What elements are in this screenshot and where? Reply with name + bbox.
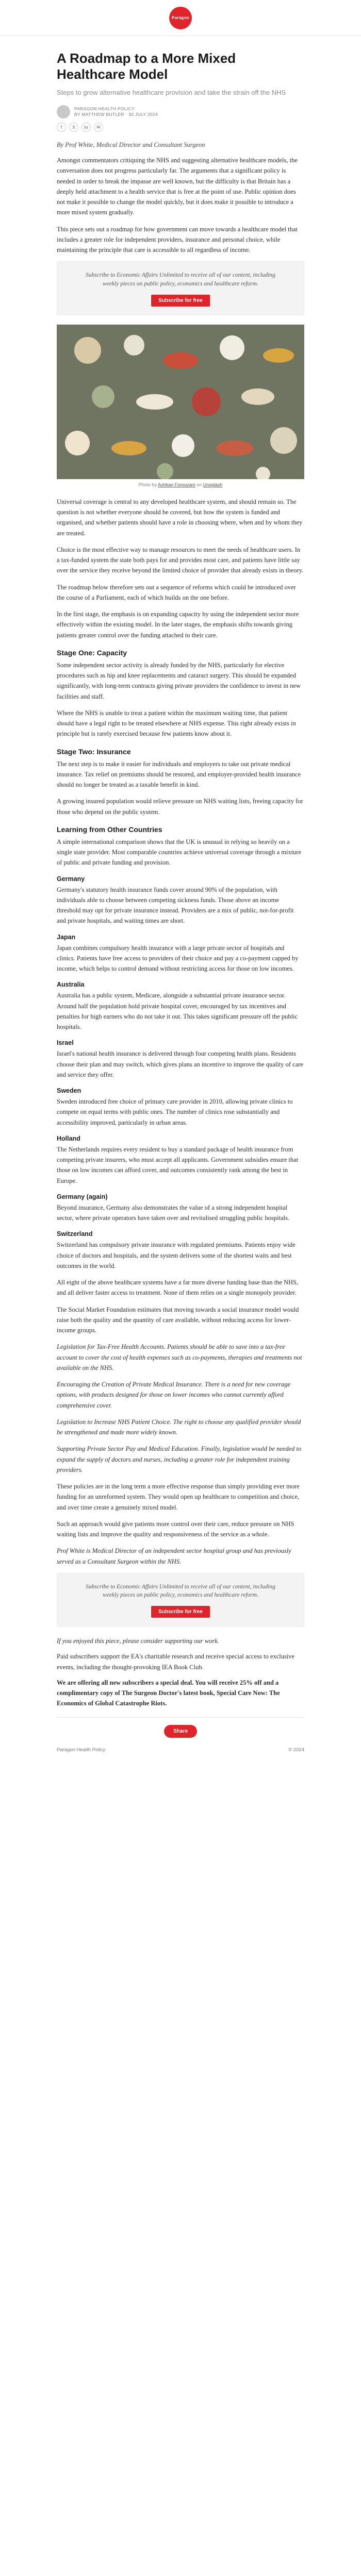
country-heading: Switzerland (57, 1230, 93, 1238)
pills-illustration (57, 325, 304, 479)
final-paragraph: These policies are in the long term a more effective response than simply providing ever more funding for an unreformed system. They would open up healthcare to competition and choice, and over time create a genuinely mixed model. (57, 1483, 300, 1511)
byline: By Prof White, Medical Director and Consultant Surgeon (57, 141, 205, 149)
body-paragraph: The roadmap below therefore sets out a sequence of reforms which could be introduced over the course of a Parliament, each of which builds on the one before. (57, 583, 296, 601)
country-paragraph: Beyond insurance, Germany also demonstrates the value of a strong independent hospital sector, where private operators have taken over and revitalised struggling public hospitals. (57, 1204, 290, 1222)
country-heading: Japan (57, 933, 76, 941)
proposal-title: Legislation to Increase NHS Patient Choice. (57, 1418, 172, 1426)
author-meta (74, 106, 158, 118)
proposal-text: Finally, legislation would be needed to expand the supply of doctors and nurses, including a greater role for independent training providers. (57, 1445, 302, 1473)
proposal-title: Encouraging the Creation of Private Medical Insurance. (57, 1381, 203, 1388)
country-heading: Germany (again) (57, 1193, 108, 1200)
x-share-icon[interactable]: X (69, 123, 78, 132)
body-paragraph: Universal coverage is central to any developed healthcare system, and should remain so. The question is not whether everyone should be covered, but how the system is funded and organised, and whether patients should have a role in choosing where, when and by whom they are treated. (57, 498, 303, 537)
country-heading: Australia (57, 981, 85, 989)
section-heading: Stage One: Capacity (57, 648, 127, 657)
share-button[interactable]: Share (164, 1725, 197, 1738)
closing-paragraph: All eight of the above healthcare systems have a far more diverse funding base than the NHS, and all deliver faster access to treatment. None of them relies on a single monopoly provider. (57, 1279, 299, 1297)
country-paragraph: Australia has a public system, Medicare, alongside a substantial private insurance sector. Around half the population hold private hospital cover, encouraged by tax incentives and penalties for high earners who do not take it out. This takes significant pressure off the public hospitals. (57, 992, 298, 1031)
subscribe-button[interactable]: Subscribe for free (151, 295, 210, 307)
country-paragraph: Sweden introduced free choice of primary care provider in 2010, allowing private clinics to compete on equal terms with public ones. The number of clinics rose substantially and accessibility improved, particularly in urban areas. (57, 1098, 293, 1126)
caption-author-link[interactable]: Ashkan Forouzani (158, 482, 195, 487)
proposal-item (57, 1417, 304, 1438)
closing-paragraph: The Social Market Foundation estimates that moving towards a social insurance model would raise both the quality and the quantity of care available, without reducing access for lower-income groups. (57, 1306, 299, 1334)
photo-caption (57, 482, 304, 487)
section-paragraph: The next step is to make it easier for individuals and employers to take out private medical insurance. Tax relief on premiums should be restored, and employer-provided health insurance should no longer be treated as a taxable benefit in kind. (57, 760, 301, 789)
logo-text: Paragon (171, 15, 190, 20)
footer-brand[interactable]: Paragon Health Policy (57, 1747, 105, 1753)
subscribe-box-top (57, 261, 304, 315)
countries-heading: Learning from Other Countries (57, 825, 162, 834)
subscribe-button[interactable]: Subscribe for free (151, 1606, 210, 1618)
country-paragraph: Switzerland has compulsory private insurance with regulated premiums. Patients enjoy wide choice of doctors and hospitals, and the system delivers some of the shortest waits and best outcomes in the world. (57, 1241, 296, 1269)
footer-copyright: © 2024 (288, 1747, 304, 1753)
article (57, 36, 304, 1773)
site-logo[interactable] (169, 7, 192, 29)
country-paragraph: Germany's statutory health insurance funds cover around 90% of the population, with individuals able to choose between competing sickness funds. Those above an income threshold may opt for private insurance instead. Providers are a mix of public, not-for-profit and private hospitals, and waiting times are short. (57, 886, 294, 925)
body-paragraph: Choice is the most effective way to manage resources to meet the needs of healthcare users. In a tax-funded system the state both pays for and provides most care, and patients have little say over the service they receive beyond the limited choice of provider that already exists in theory. (57, 546, 304, 574)
country-paragraph: Japan combines compulsory health insurance with a large private sector of hospitals and clinics. Patients have free access to providers of their choice and pay a co-payment capped by income, which helps to control demand without restricting access for those on low incomes. (57, 944, 299, 973)
country-heading: Germany (57, 875, 85, 883)
linkedin-share-icon[interactable]: in (81, 123, 91, 132)
proposal-item (57, 1342, 304, 1373)
proposal-title: Legislation for Tax-Free Health Accounts. (57, 1343, 166, 1351)
proposal-item (57, 1444, 304, 1475)
country-heading: Sweden (57, 1087, 81, 1095)
bottom-links (57, 1747, 304, 1753)
country-paragraph: Israel's national health insurance is delivered through four competing health plans. Residents choose their plan and may switch, which gives plans an incentive to improve the quality of care and service they offer. (57, 1050, 303, 1078)
proposal-title: Supporting Private Sector Pay and Medical Education. (57, 1445, 200, 1453)
section-paragraph: Where the NHS is unable to treat a patient within the maximum waiting time, that patient should have a legal right to be treated elsewhere at NHS expense. This right already exists in principle but is rarely exercised because few patients know about it. (57, 709, 296, 738)
endnote: Prof White is Medical Director of an independent sector hospital group and has previously served as a Consultant Surgeon within the NHS. (57, 1547, 291, 1565)
subscribe-text: Subscribe to Economic Affairs Unlimited to receive all of our content, including weekly pieces on public policy, economics and healthcare reform. (86, 272, 275, 287)
countries-intro: A simple international comparison shows that the UK is unusual in relying so heavily on a single state provider. Most comparable countries achieve universal coverage through a mixture of public and private funding and provision. (57, 838, 302, 867)
proposal-text: The right to choose any qualified provider should be strengthened and made more widely known. (57, 1418, 301, 1436)
section-paragraph: Some independent sector activity is already funded by the NHS, particularly for elective procedures such as hip and knee replacements and cataract surgery. This should be expanded significantly, with long-term contracts giving private providers the confidence to invest in new facilities and staff. (57, 661, 301, 700)
body-paragraph: In the first stage, the emphasis is on expanding capacity by using the independent sector more effectively within the existing model. In the later stages, the emphasis shifts towards giving patients greater control over the funding attached to their care. (57, 611, 299, 639)
article-title: A Roadmap to a More Mixed Healthcare Model (57, 50, 236, 82)
caption-prefix: Photo by (138, 482, 157, 487)
article-subtitle: Steps to grow alternative healthcare provision and take the strain off the NHS (57, 89, 286, 97)
share-cta-row (57, 1717, 304, 1738)
caption-mid: on (196, 482, 202, 487)
publish-meta: BY MATTHEW BUTLER · 30 JULY 2024 (74, 112, 158, 117)
proposal-text: There is a need for new coverage options, with products designed for those on lower incomes who cannot currently afford comprehensive cover. (57, 1381, 291, 1409)
proposal-item (57, 1379, 304, 1411)
section-heading: Stage Two: Insurance (57, 747, 131, 756)
caption-source-link[interactable]: Unsplash (203, 482, 223, 487)
author-name[interactable]: PARAGON HEALTH POLICY (74, 106, 135, 111)
offer-paragraph: We are offering all new subscribers a special deal. You will receive 25% off and a complimentary copy of The Surgeon Doctor's latest book, Special Care Now: The Economics of Global Catastrophe Riots. (57, 1679, 280, 1707)
proposal-text: Patients should be able to save into a tax-free account to cover the cost of health expenses such as co-payments, therapies and treatments not available on the NHS. (57, 1343, 302, 1371)
country-heading: Holland (57, 1134, 80, 1142)
hero-photo (57, 325, 304, 479)
intro-paragraph: Amongst commentators critiquing the NHS and suggesting alternative healthcare models, the conversation does not progress particularly far. The arguments that a significant policy is needed in order to break the impasse are well known, but the difficulty is that Britain has a deeply held attachment to a health service that is free at the point of use. Public opinion does not make it possible to change the model quickly, but it does make it possible to introduce a more mixed system gradually. (57, 157, 298, 216)
share-row (57, 123, 304, 132)
section-paragraph: A growing insured population would relieve pressure on NHS waiting lists, freeing capacity for those who depend on the public system. (57, 798, 303, 816)
country-heading: Israel (57, 1039, 74, 1047)
facebook-share-icon[interactable]: f (57, 123, 66, 132)
subscribe-text: Subscribe to Economic Affairs Unlimited to receive all of our content, including weekly pieces on public policy, economics and healthcare reform. (86, 1583, 275, 1599)
subscribe-box-bottom (57, 1573, 304, 1626)
author-row (57, 105, 304, 118)
country-paragraph: The Netherlands requires every resident to buy a standard package of health insurance from competing private insurers, who must accept all applicants. Government subsidies ensure that those on low incomes can afford cover, and outcomes consistently rank among the best in Europe. (57, 1145, 299, 1184)
support-ask: If you enjoyed this piece, please consider supporting our work. (57, 1637, 219, 1645)
author-avatar[interactable] (57, 105, 70, 118)
top-bar (0, 0, 361, 36)
final-paragraph: Such an approach would give patients more control over their care, reduce pressure on NHS waiting lists and improve the quality and responsiveness of the service as a whole. (57, 1520, 294, 1538)
email-share-icon[interactable]: ✉ (94, 123, 103, 132)
support-paragraph: Paid subscribers support the EA's charitable research and receive special access to exclusive events, including the thought-provoking IEA Book Club. (57, 1653, 295, 1671)
intro-paragraph: This piece sets out a roadmap for how government can move towards a healthcare model that includes a greater role for independent providers, insurance and personal choice, while maintaining the principle that care is accessible to all regardless of income. (57, 225, 298, 254)
